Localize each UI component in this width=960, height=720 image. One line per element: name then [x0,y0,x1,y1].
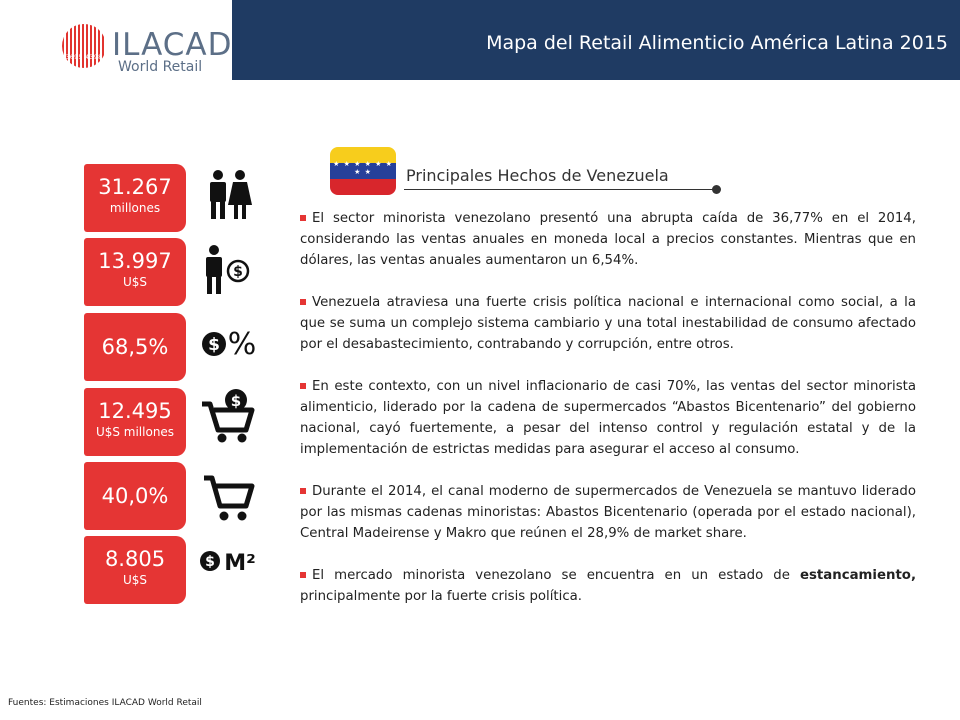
list-item [300,376,916,460]
fact-text: El sector minorista venezolano presentó una abrupta caída de 36,77% en el 2014, considerando las ventas anuales en moneda local a precios constantes. Mientras que en dólares, las ventas anuales aumentaron un 6,54%. [300,211,916,268]
venezuela-flag-icon [330,147,396,195]
stat-population [84,164,186,232]
title-divider [404,189,716,190]
list-item [300,481,916,544]
price-per-m2-icon [200,531,260,591]
stat-modern-channel [84,462,186,530]
logo-subtitle: World Retail [118,59,203,75]
list-item [300,292,916,355]
svg-text:%: % [227,327,257,362]
stat-income [84,238,186,306]
page-title: Mapa del Retail Alimenticio América Latina 2015 [486,32,948,54]
stat-value: 12.495 [98,399,172,423]
stat-value: 31.267 [98,175,172,199]
fact-emphasis: estancamiento, [799,568,916,583]
stat-value: 13.997 [98,249,172,273]
section-title: Principales Hechos de Venezuela [406,166,669,185]
source-footnote: Fuentes: Estimaciones ILACAD World Retail [8,698,202,708]
logo-name: ILACAD [112,27,233,63]
stat-sales-per-m2 [84,536,186,604]
fact-text: Venezuela atraviesa una fuerte crisis política nacional e internacional como social, a la que se suma un complejo sistema cambiario y una total inestabilidad de consumo afectado por el desabastecimiento, contrabando y corrupción, entre otros. [300,295,916,352]
stat-unit: U$S millones [95,425,175,439]
flag-stars: ★ ★ ★ ★ ★ ★ ★ ★ [333,160,393,176]
svg-text:$: $ [208,335,220,355]
fact-text: El mercado minorista venezolano se encuentra en un estado de [312,568,800,583]
stat-inflation [84,313,186,381]
population-icon [200,165,260,225]
stat-unit: U$S [122,573,148,587]
fact-text: Durante el 2014, el canal moderno de supermercados de Venezuela se mantuvo liderado por las mismas cadenas minoristas: Abastos Bicentenario (operada por el estado nacional), Central Madeirense y Makro que reúnen el 28,9% de market share. [300,484,916,541]
fact-text: En este contexto, con un nivel inflacionario de casi 70%, las ventas del sector minorista alimenticio, liderado por la cadena de supermercados “Abastos Bicentenario” del gobierno nacional, cayó fuertemente, a pesar del intenso control y regulación estatal y de la implementación de estrictas medidas para asegurar el acceso al consumo. [300,379,916,457]
cart-money-icon [200,386,260,446]
income-icon [200,241,260,301]
stat-value: 40,0% [101,484,169,508]
list-item [300,208,916,271]
stat-retail-sales [84,388,186,456]
list-item [300,565,916,607]
inflation-icon [200,314,260,374]
cart-icon [200,466,260,526]
fact-text: principalmente por la fuerte crisis política. [300,589,583,604]
facts-list [300,208,916,628]
stat-value: 8.805 [104,547,166,571]
svg-text:$: $ [230,392,242,410]
stat-value: 68,5% [101,335,169,359]
stat-unit: millones [109,201,161,215]
title-divider-dot [712,185,721,194]
logo-barcode-number: 3695 4398 [65,54,103,61]
logo-barcode-icon [62,24,106,68]
svg-text:$: $ [233,264,243,280]
svg-text:$: $ [205,554,215,570]
svg-text:M²: M² [224,551,256,576]
stat-unit: U$S [122,275,148,289]
